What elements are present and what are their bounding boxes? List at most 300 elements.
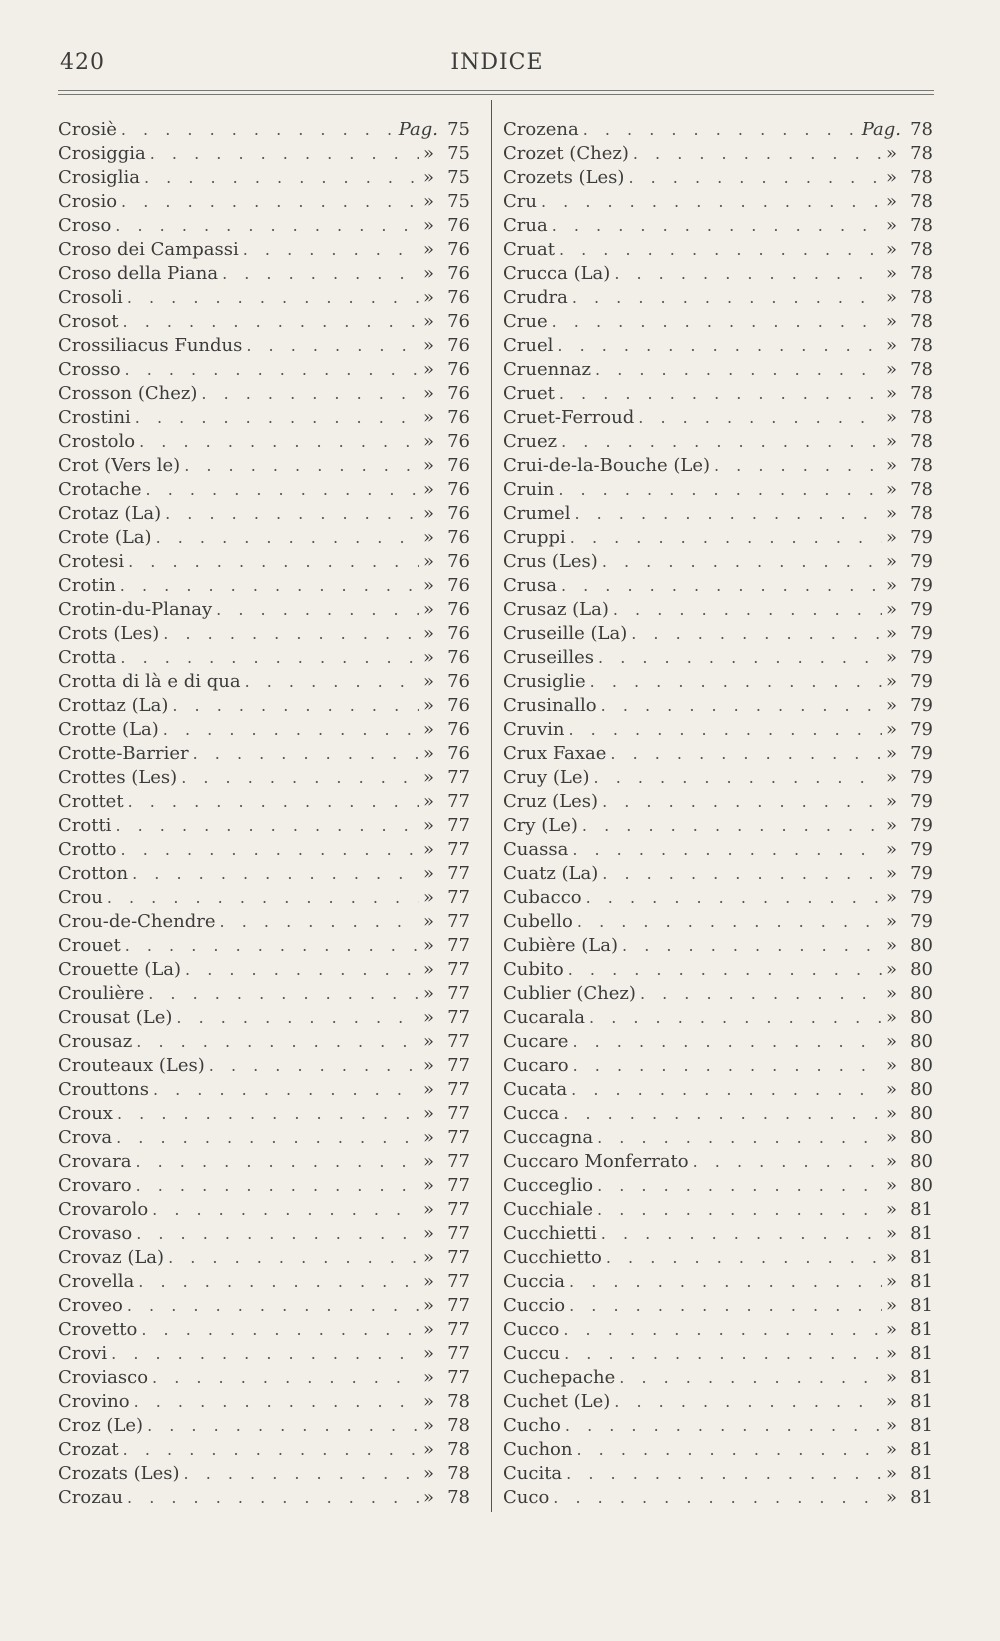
index-entry — [503, 262, 933, 286]
dot-leader — [123, 310, 419, 334]
index-entry — [503, 1390, 933, 1414]
index-entry — [503, 454, 933, 478]
entry-page-number: 76 — [447, 647, 470, 668]
index-entry — [503, 286, 933, 310]
dot-leader — [563, 1318, 882, 1342]
dot-leader — [597, 1126, 882, 1150]
entry-name: Crotton — [58, 863, 129, 884]
index-entry — [503, 862, 933, 886]
dot-leader — [577, 910, 882, 934]
entry-page-number: 80 — [910, 983, 933, 1004]
ditto-mark: » — [422, 1415, 434, 1436]
entry-name: Cruennaz — [503, 359, 592, 380]
entry-page-number: 81 — [910, 1487, 933, 1508]
entry-page-number: 80 — [910, 935, 933, 956]
entry-name: Cucceglio — [503, 1175, 594, 1196]
entry-page-number: 77 — [447, 1343, 470, 1364]
entry-name: Croso dei Campassi — [58, 239, 239, 260]
index-entry — [58, 742, 470, 766]
entry-name: Crosoli — [58, 287, 123, 308]
index-entry — [503, 1294, 933, 1318]
index-entry — [58, 1294, 470, 1318]
index-entry — [58, 142, 470, 166]
entry-name: Cruy (Le) — [503, 767, 590, 788]
index-entry — [58, 454, 470, 478]
entry-page-number: 77 — [447, 839, 470, 860]
ditto-mark: » — [885, 455, 897, 476]
index-entry — [503, 934, 933, 958]
index-entry — [58, 310, 470, 334]
entry-page-number: 77 — [447, 1319, 470, 1340]
index-entry — [58, 886, 470, 910]
entry-name: Crotte-Barrier — [58, 743, 189, 764]
index-entry — [503, 958, 933, 982]
entry-name: Crosot — [58, 311, 119, 332]
index-entry — [503, 670, 933, 694]
ditto-mark: » — [422, 935, 434, 956]
entry-name: Cruvin — [503, 719, 565, 740]
entry-page-number: 78 — [910, 407, 933, 428]
entry-name: Crotin-du-Planay — [58, 599, 213, 620]
entry-page-number: 77 — [447, 815, 470, 836]
index-entry — [503, 310, 933, 334]
ditto-mark: » — [885, 863, 897, 884]
ditto-mark: » — [885, 1127, 897, 1148]
entry-name: Crotesi — [58, 551, 125, 572]
index-entry — [58, 958, 470, 982]
entry-page-number: 77 — [447, 791, 470, 812]
entry-name: Cry (Le) — [503, 815, 578, 836]
ditto-mark: » — [422, 743, 434, 764]
index-entry — [58, 1318, 470, 1342]
entry-name: Crui-de-la-Bouche (Le) — [503, 455, 710, 476]
dot-leader — [125, 358, 419, 382]
dot-leader — [168, 1246, 419, 1270]
entry-page-number: 76 — [447, 479, 470, 500]
ditto-mark: » — [422, 215, 434, 236]
dot-leader — [565, 1414, 882, 1438]
ditto-mark: » — [422, 239, 434, 260]
entry-name: Cubière (La) — [503, 935, 619, 956]
entry-page-number: 77 — [447, 935, 470, 956]
index-entry — [58, 1414, 470, 1438]
index-entry — [58, 1030, 470, 1054]
dot-leader — [209, 1054, 419, 1078]
ditto-mark: » — [885, 1175, 897, 1196]
ditto-mark: » — [885, 1199, 897, 1220]
entry-name: Crottet — [58, 791, 124, 812]
index-entry — [58, 982, 470, 1006]
entry-page-number: 81 — [910, 1463, 933, 1484]
entry-name: Crudra — [503, 287, 568, 308]
index-entry — [58, 910, 470, 934]
index-entry — [503, 502, 933, 526]
ditto-mark: » — [422, 1391, 434, 1412]
dot-leader — [582, 814, 882, 838]
index-entry — [58, 1198, 470, 1222]
dot-leader — [121, 118, 395, 142]
entry-page-number: 80 — [910, 1103, 933, 1124]
dot-leader — [135, 1150, 419, 1174]
dot-leader — [127, 1294, 419, 1318]
ditto-mark: » — [422, 1247, 434, 1268]
ditto-mark: » — [885, 1079, 897, 1100]
ditto-mark: » — [885, 1223, 897, 1244]
dot-leader — [590, 670, 882, 694]
dot-leader — [139, 430, 419, 454]
dot-leader — [606, 1246, 882, 1270]
dot-leader — [136, 1174, 419, 1198]
entry-page-number: 79 — [910, 527, 933, 548]
dot-leader — [574, 502, 882, 526]
entry-name: Cubello — [503, 911, 573, 932]
entry-page-number: 79 — [910, 671, 933, 692]
entry-name: Crotte (La) — [58, 719, 159, 740]
index-entry — [503, 1414, 933, 1438]
entry-name: Croso della Piana — [58, 263, 219, 284]
ditto-mark: » — [422, 479, 434, 500]
ditto-mark: » — [885, 1151, 897, 1172]
entry-page-number: 80 — [910, 959, 933, 980]
index-entry — [503, 574, 933, 598]
entry-name: Crovara — [58, 1151, 132, 1172]
entry-page-number: 79 — [910, 575, 933, 596]
entry-page-number: 78 — [910, 263, 933, 284]
entry-page-number: 76 — [447, 407, 470, 428]
entry-name: Crux Faxae — [503, 743, 607, 764]
index-entry — [58, 262, 470, 286]
dot-leader — [141, 1318, 419, 1342]
index-entry — [58, 286, 470, 310]
entry-page-number: 77 — [447, 1031, 470, 1052]
entry-page-number: 78 — [910, 431, 933, 452]
entry-page-number: 78 — [910, 455, 933, 476]
entry-page-number: 81 — [910, 1247, 933, 1268]
dot-leader — [185, 958, 419, 982]
entry-page-number: 78 — [910, 167, 933, 188]
ditto-mark: » — [422, 623, 434, 644]
header-rule — [58, 94, 934, 95]
ditto-mark: » — [422, 1031, 434, 1052]
entry-name: Crue — [503, 311, 548, 332]
entry-name: Cruseilles — [503, 647, 595, 668]
ditto-mark: » — [885, 1391, 897, 1412]
entry-name: Crotto — [58, 839, 117, 860]
dot-leader — [569, 1270, 882, 1294]
ditto-mark: » — [885, 1463, 897, 1484]
entry-name: Crua — [503, 215, 548, 236]
index-entry — [503, 1366, 933, 1390]
ditto-mark: » — [885, 143, 897, 164]
entry-name: Cuccagna — [503, 1127, 594, 1148]
entry-page-number: 75 — [447, 191, 470, 212]
dot-leader — [569, 1294, 882, 1318]
ditto-mark: » — [885, 503, 897, 524]
entry-name: Crosiè — [58, 119, 117, 140]
pag-label: Pag. — [861, 119, 901, 140]
entry-name: Crusa — [503, 575, 557, 596]
dot-leader — [128, 790, 419, 814]
entry-name: Cucchiale — [503, 1199, 594, 1220]
index-entry — [58, 1150, 470, 1174]
ditto-mark: » — [885, 239, 897, 260]
entry-name: Cucho — [503, 1415, 561, 1436]
index-entry — [503, 1486, 933, 1510]
entry-name: Crotti — [58, 815, 112, 836]
entry-page-number: 77 — [447, 1055, 470, 1076]
index-entry — [503, 1150, 933, 1174]
entry-name: Cuchepache — [503, 1367, 616, 1388]
dot-leader — [146, 478, 419, 502]
ditto-mark: » — [885, 1487, 897, 1508]
entry-name: Crots (Les) — [58, 623, 160, 644]
index-entry — [503, 982, 933, 1006]
index-entry — [503, 910, 933, 934]
ditto-mark: » — [422, 383, 434, 404]
entry-page-number: 79 — [910, 815, 933, 836]
ditto-mark: » — [885, 1319, 897, 1340]
index-entry — [58, 1102, 470, 1126]
entry-name: Croz (Le) — [58, 1415, 144, 1436]
entry-name: Crucca (La) — [503, 263, 611, 284]
entry-page-number: 79 — [910, 647, 933, 668]
ditto-mark: » — [422, 599, 434, 620]
ditto-mark: » — [422, 407, 434, 428]
dot-leader — [127, 1486, 419, 1510]
ditto-mark: » — [885, 959, 897, 980]
ditto-mark: » — [885, 647, 897, 668]
dot-leader — [595, 358, 882, 382]
page-number: 420 — [60, 50, 105, 75]
dot-leader — [572, 286, 882, 310]
entry-page-number: 78 — [447, 1391, 470, 1412]
dot-leader — [614, 1390, 882, 1414]
index-entry — [58, 1438, 470, 1462]
entry-page-number: 80 — [910, 1127, 933, 1148]
dot-leader — [597, 1198, 882, 1222]
dot-leader — [163, 622, 419, 646]
ditto-mark: » — [422, 1055, 434, 1076]
dot-leader — [564, 1342, 882, 1366]
dot-leader — [153, 1078, 419, 1102]
entry-name: Cuchon — [503, 1439, 573, 1460]
index-entry — [58, 718, 470, 742]
ditto-mark: » — [885, 335, 897, 356]
index-entry — [503, 718, 933, 742]
dot-leader — [184, 1462, 419, 1486]
ditto-mark: » — [422, 503, 434, 524]
entry-name: Cucita — [503, 1463, 563, 1484]
entry-page-number: 80 — [910, 1031, 933, 1052]
entry-page-number: 78 — [447, 1463, 470, 1484]
dot-leader — [610, 742, 882, 766]
entry-page-number: 78 — [910, 143, 933, 164]
ditto-mark: » — [422, 1223, 434, 1244]
entry-page-number: 79 — [910, 767, 933, 788]
entry-page-number: 79 — [910, 887, 933, 908]
entry-name: Crou-de-Chendre — [58, 911, 216, 932]
entry-name: Crus (Les) — [503, 551, 598, 572]
entry-page-number: 78 — [910, 311, 933, 332]
dot-leader — [559, 382, 882, 406]
entry-name: Cublier (Chez) — [503, 983, 636, 1004]
ditto-mark: » — [885, 1055, 897, 1076]
entry-name: Crousaz — [58, 1031, 133, 1052]
entry-name: Cucata — [503, 1079, 568, 1100]
ditto-mark: » — [885, 575, 897, 596]
index-entry — [58, 550, 470, 574]
dot-leader — [134, 1390, 419, 1414]
entry-page-number: 76 — [447, 383, 470, 404]
ditto-mark: » — [422, 1007, 434, 1028]
entry-name: Crote (La) — [58, 527, 152, 548]
ditto-mark: » — [885, 167, 897, 188]
ditto-mark: » — [885, 287, 897, 308]
entry-name: Crossiliacus Fundus — [58, 335, 243, 356]
entry-page-number: 79 — [910, 911, 933, 932]
index-entry — [503, 838, 933, 862]
entry-page-number: 79 — [910, 623, 933, 644]
entry-name: Crusinallo — [503, 695, 597, 716]
dot-leader — [121, 190, 419, 214]
ditto-mark: » — [422, 191, 434, 212]
entry-name: Crosiggia — [58, 143, 146, 164]
index-entry — [503, 1174, 933, 1198]
entry-name: Cuccio — [503, 1295, 566, 1316]
ditto-mark: » — [885, 1295, 897, 1316]
ditto-mark: » — [422, 455, 434, 476]
index-entry — [58, 406, 470, 430]
entry-page-number: 78 — [447, 1439, 470, 1460]
entry-page-number: 78 — [910, 119, 933, 140]
entry-page-number: 76 — [447, 359, 470, 380]
entry-page-number: 76 — [447, 455, 470, 476]
entry-page-number: 77 — [447, 1199, 470, 1220]
ditto-mark: » — [422, 671, 434, 692]
index-entry — [58, 838, 470, 862]
entry-page-number: 76 — [447, 239, 470, 260]
entry-page-number: 76 — [447, 215, 470, 236]
ditto-mark: » — [422, 863, 434, 884]
entry-name: Crouette (La) — [58, 959, 182, 980]
index-entry — [503, 238, 933, 262]
entry-page-number: 77 — [447, 1079, 470, 1100]
dot-leader — [123, 1438, 419, 1462]
entry-page-number: 76 — [447, 599, 470, 620]
entry-page-number: 77 — [447, 1103, 470, 1124]
entry-page-number: 78 — [910, 335, 933, 356]
dot-leader — [148, 982, 419, 1006]
entry-page-number: 79 — [910, 719, 933, 740]
index-entry — [503, 766, 933, 790]
dot-leader — [558, 478, 882, 502]
index-entry — [58, 1366, 470, 1390]
entry-name: Crovaso — [58, 1223, 133, 1244]
index-entry — [503, 1462, 933, 1486]
entry-page-number: 81 — [910, 1391, 933, 1412]
dot-leader — [638, 406, 882, 430]
entry-page-number: 75 — [447, 143, 470, 164]
entry-name: Crozets (Les) — [503, 167, 625, 188]
ditto-mark: » — [885, 1103, 897, 1124]
ditto-mark: » — [422, 263, 434, 284]
index-entry — [503, 1054, 933, 1078]
dot-leader — [571, 1078, 882, 1102]
dot-leader — [152, 1198, 419, 1222]
dot-leader — [622, 934, 882, 958]
entry-page-number: 81 — [910, 1367, 933, 1388]
index-entry — [58, 1126, 470, 1150]
ditto-mark: » — [885, 719, 897, 740]
entry-name: Cruat — [503, 239, 555, 260]
index-entry — [58, 1390, 470, 1414]
entry-name: Crou — [58, 887, 103, 908]
entry-name: Crovino — [58, 1391, 130, 1412]
ditto-mark: » — [422, 1271, 434, 1292]
dot-leader — [144, 166, 419, 190]
entry-name: Crotache — [58, 479, 142, 500]
entry-name: Cruez — [503, 431, 558, 452]
index-entry — [503, 214, 933, 238]
entry-page-number: 76 — [447, 575, 470, 596]
entry-page-number: 77 — [447, 887, 470, 908]
entry-page-number: 76 — [447, 503, 470, 524]
index-entry — [58, 1174, 470, 1198]
entry-page-number: 77 — [447, 983, 470, 1004]
entry-page-number: 78 — [910, 383, 933, 404]
ditto-mark: » — [422, 695, 434, 716]
index-entry — [58, 190, 470, 214]
entry-name: Cuco — [503, 1487, 550, 1508]
ditto-mark: » — [422, 1295, 434, 1316]
ditto-mark: » — [422, 1343, 434, 1364]
ditto-mark: » — [422, 167, 434, 188]
ditto-mark: » — [885, 1031, 897, 1052]
ditto-mark: » — [885, 1343, 897, 1364]
dot-leader — [121, 838, 419, 862]
dot-leader — [128, 550, 419, 574]
index-entry — [503, 430, 933, 454]
entry-name: Crouet — [58, 935, 121, 956]
entry-page-number: 77 — [447, 911, 470, 932]
index-entry — [58, 382, 470, 406]
index-entry — [503, 190, 933, 214]
index-entry — [58, 1006, 470, 1030]
entry-name: Croso — [58, 215, 112, 236]
ditto-mark: » — [885, 191, 897, 212]
entry-name: Cucco — [503, 1319, 560, 1340]
entry-page-number: 75 — [447, 119, 470, 140]
index-entry — [503, 1318, 933, 1342]
ditto-mark: » — [885, 263, 897, 284]
entry-page-number: 76 — [447, 431, 470, 452]
entry-name: Cucchietto — [503, 1247, 602, 1268]
ditto-mark: » — [885, 1271, 897, 1292]
ditto-mark: » — [885, 983, 897, 1004]
entry-page-number: 79 — [910, 599, 933, 620]
entry-page-number: 80 — [910, 1079, 933, 1100]
index-entry — [503, 646, 933, 670]
index-entry — [58, 478, 470, 502]
entry-name: Cuatz (La) — [503, 863, 599, 884]
dot-leader — [570, 526, 882, 550]
index-entry — [58, 646, 470, 670]
ditto-mark: » — [422, 1079, 434, 1100]
entry-page-number: 79 — [910, 695, 933, 716]
dot-leader — [602, 790, 882, 814]
entry-name: Crouteaux (Les) — [58, 1055, 205, 1076]
index-entry — [503, 118, 933, 142]
